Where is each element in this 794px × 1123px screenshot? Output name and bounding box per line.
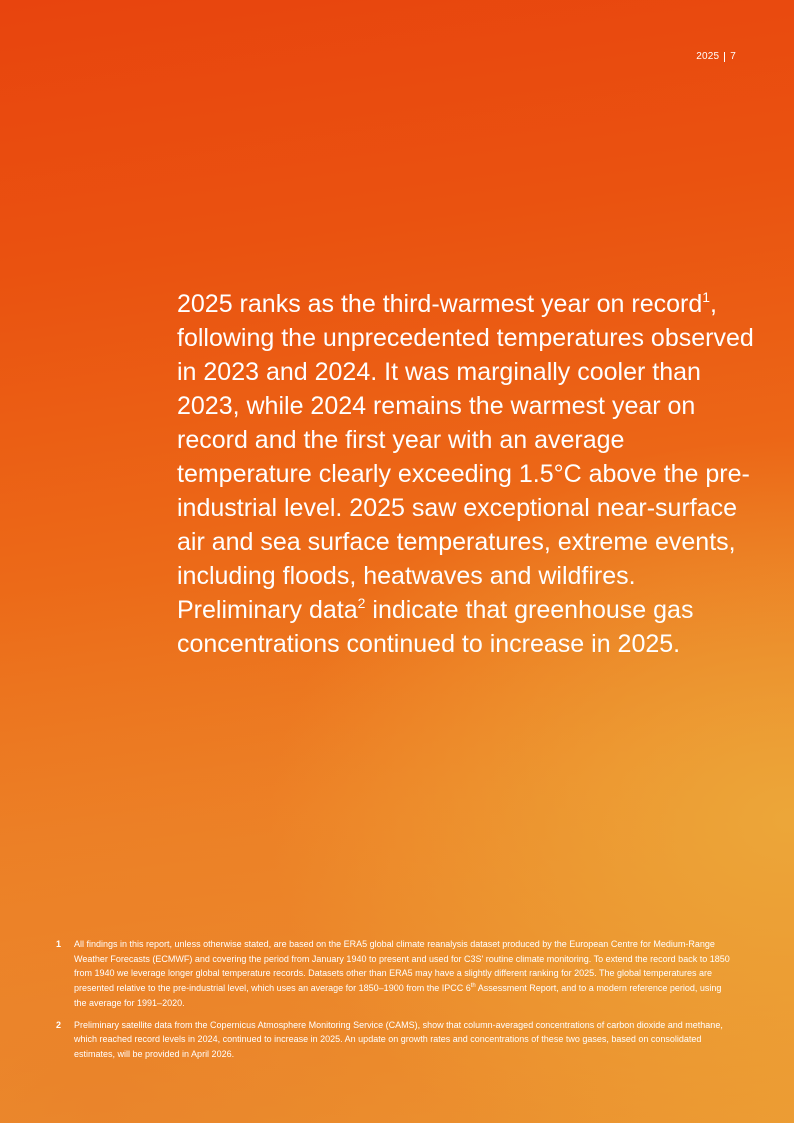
key-statement-text [177, 287, 757, 661]
statement-part-3: indicate that greenhouse gas concentrations continued to increase in 2025. [177, 596, 694, 658]
header-divider [724, 52, 725, 62]
footnote-ref-1: 1 [702, 288, 711, 305]
key-statement [177, 287, 757, 661]
header-year: 2025 [696, 51, 720, 62]
footnotes [56, 937, 732, 1069]
statement-part-2: , following the unprecedented temperatures observed in 2023 and 2024. It was marginally cooler than 2023, while 2024 remains the warmest year on record and the first year with an average temperature clearly exceeding 1.5°C above the pre-industrial level. 2025 saw exceptional near-surface air and sea surface temperatures, extreme events, including floods, heatwaves and wildfires. Preliminary data [177, 290, 754, 624]
footnote-text: Preliminary satellite data from the Copernicus Atmosphere Monitoring Service (CAMS), show that column-averaged concentrations of carbon dioxide and methane, which reached record levels in 2024, continued to increase in 2025. An update on growth rates and concentrations of these two gases, based on consolidated estimates, will be provided in April 2026. [74, 1019, 723, 1059]
footnote-text [74, 937, 732, 1011]
statement-part-1: 2025 ranks as the third-warmest year on record [177, 290, 703, 318]
footnote-text-b: Assessment Report, and to a modern reference period, using the average for 1991–2020. [74, 983, 722, 1008]
page-header [696, 51, 736, 62]
page-number: 7 [730, 51, 736, 62]
footnote-1 [56, 937, 732, 1011]
footnote-text-a: All findings in this report, unless otherwise stated, are based on the ERA5 global climate reanalysis dataset produced by the European Centre for Medium-Range Weather Forecasts (ECMWF) and covering the period from January 1940 to present and used for C3S' routine climate monitoring. To extend the record back to 1850 from 1940 we leverage longer global temperature records. Datasets other than ERA5 may have a slightly different ranking for 2025. The global temperatures are presented relative to the pre-industrial level, which uses an average for 1850–1900 from the IPCC 6 [74, 939, 730, 994]
footnote-number: 1 [56, 939, 62, 949]
footnote-superscript: th [470, 983, 476, 990]
footnote-ref-2: 2 [357, 594, 366, 611]
footnote-2 [56, 1018, 732, 1062]
footnote-number: 2 [56, 1019, 62, 1030]
